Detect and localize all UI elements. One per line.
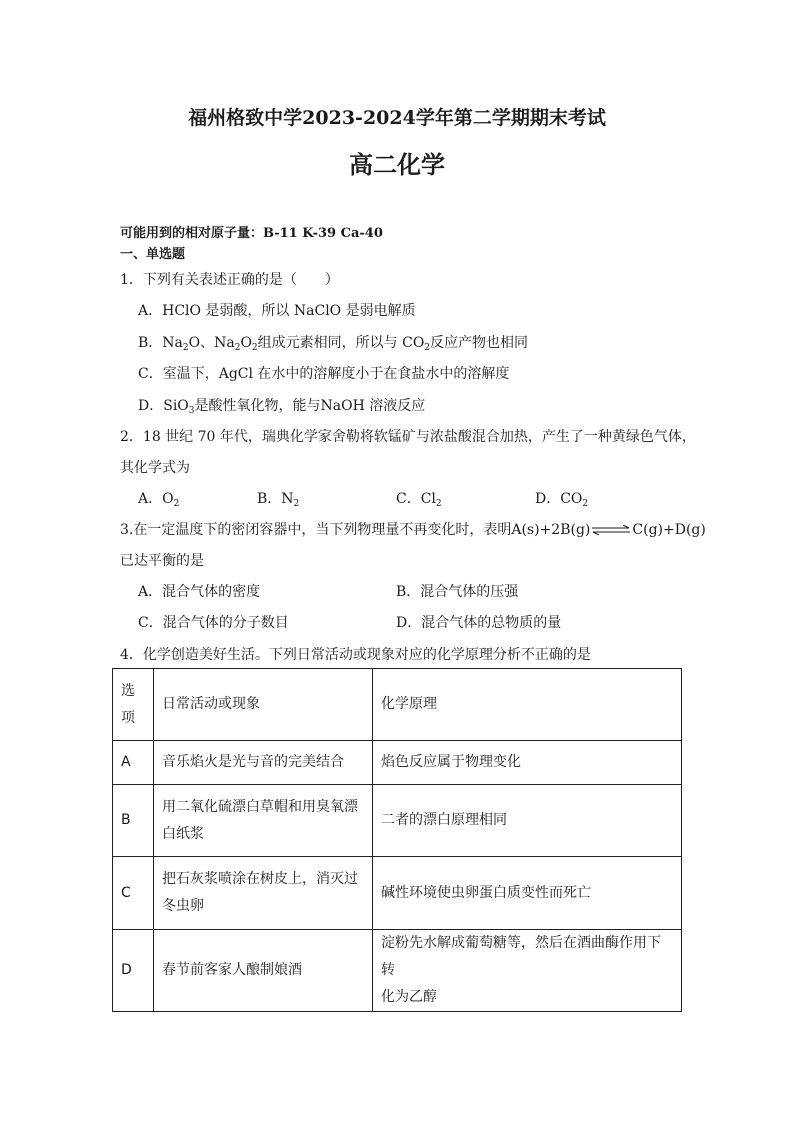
header-option: 选 项	[113, 669, 154, 741]
q1-option-a: A．HClO 是弱酸，所以 NaClO 是弱电解质	[138, 303, 416, 319]
table-row	[113, 741, 682, 785]
row-principle: 焰色反应属于物理变化	[373, 741, 682, 785]
q4-stem: 4．化学创造美好生活。下列日常活动或现象对应的化学原理分析不正确的是	[120, 647, 591, 663]
q4-table	[112, 668, 682, 1012]
atomic-masses: 可能用到的相对原子量：B-11 K-39 Ca-40	[120, 226, 383, 241]
row-activity: 音乐焰火是光与音的完美结合	[154, 741, 373, 785]
row-option: D	[113, 930, 154, 1012]
q2-stem-line2: 其化学式为	[120, 460, 190, 476]
q3-stem-line2: 已达平衡的是	[120, 553, 204, 569]
q2-option-a: A．$O_2$	[138, 491, 180, 509]
table-header-row	[113, 669, 682, 741]
table-row	[113, 785, 682, 857]
header-principle: 化学原理	[373, 669, 682, 741]
equilibrium-arrow-icon	[592, 525, 630, 535]
q3-option-a: A．混合气体的密度	[138, 584, 261, 600]
table-row	[113, 930, 682, 1012]
q3-option-d: D．混合气体的总物质的量	[396, 615, 562, 631]
row-activity: 用二氧化硫漂白草帽和用臭氧漂 白纸浆	[154, 785, 373, 857]
exam-title: 福州格致中学2023-2024学年第二学期期末考试	[188, 107, 606, 129]
table-row	[113, 857, 682, 930]
row-option: A	[113, 741, 154, 785]
row-activity: 把石灰浆喷涂在树皮上，消灭过 冬虫卵	[154, 857, 373, 930]
row-principle: 淀粉先水解成葡萄糖等，然后在酒曲酶作用下转 化为乙醇	[373, 930, 682, 1012]
row-activity: 春节前客家人酿制娘酒	[154, 930, 373, 1012]
q1-option-d: D．SiO$_3$是酸性氧化物，能与NaOH 溶液反应	[138, 398, 426, 416]
q1-option-c: C．室温下，AgCl 在水中的溶解度小于在食盐水中的溶解度	[138, 366, 510, 382]
row-option: B	[113, 785, 154, 857]
q2-stem-line1: 2．18 世纪 70 年代，瑞典化学家舍勒将软锰矿与浓盐酸混合加热，产生了一种黄绿色气体，	[120, 429, 696, 445]
q1-option-b: B．$Na_2O$、$Na_2O_2$组成元素相同，所以与 $CO_2$反应产物也相同	[138, 335, 529, 353]
q3-option-c: C．混合气体的分子数目	[138, 615, 289, 631]
q2-option-d: D．$CO_2$	[535, 491, 589, 509]
section-heading: 一、单选题	[120, 247, 186, 262]
row-principle: 二者的漂白原理相同	[373, 785, 682, 857]
exam-subject: 高二化学	[349, 150, 445, 179]
q1-stem: 1．下列有关表述正确的是（ ）	[120, 272, 339, 288]
row-principle: 碱性环境使虫卵蛋白质变性而死亡	[373, 857, 682, 930]
row-option: C	[113, 857, 154, 930]
header-activity: 日常活动或现象	[154, 669, 373, 741]
q2-option-b: B．$N_2$	[257, 491, 300, 509]
q3-option-b: B．混合气体的压强	[396, 584, 519, 600]
q3-stem-line1: 3.在一定温度下的密闭容器中，当下列物理量不再变化时，表明A(s)+2B(g) C(g)+D(g)	[120, 522, 706, 538]
q2-option-c: C．$Cl_2$	[396, 491, 442, 509]
